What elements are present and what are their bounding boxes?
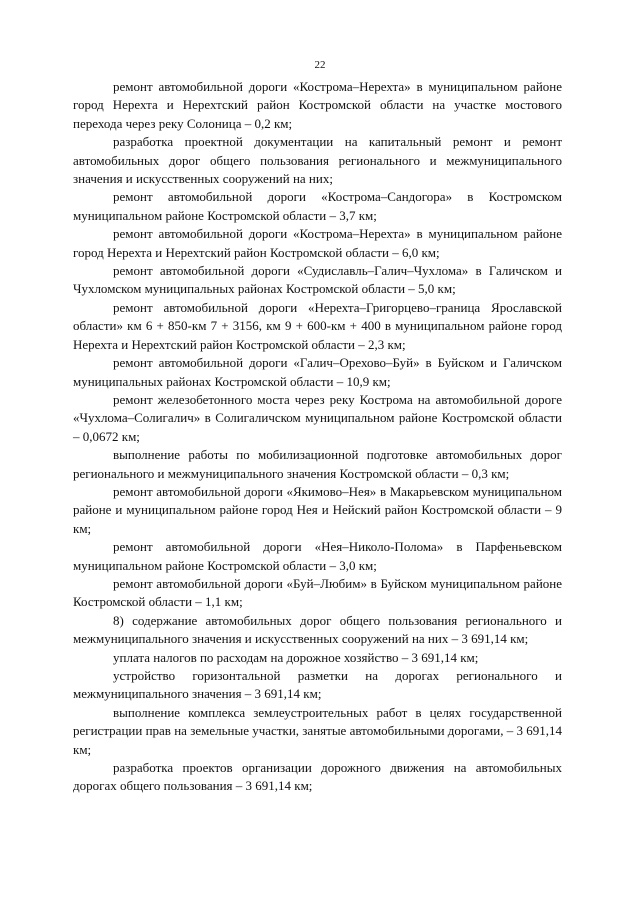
paragraph: 8) содержание автомобильных дорог общего пользования регионального и межмуниципального значения и искусственных сооружений на них – 3 691,14 км; — [73, 612, 562, 647]
paragraph: ремонт автомобильной дороги «Кострома–Сандогора» в Костромском муниципальном районе Костромской области – 3,7 км; — [73, 189, 562, 223]
paragraph: ремонт автомобильной дороги «Нерехта–Григорцево–граница Ярославской области» км 6 + 850-км 7 + 3156, км 9 + 600-км + 400 в муниципальном районе город Нерехта и Нерехтский район Костромской области – 2,3 км; — [73, 299, 562, 352]
paragraph: выполнение работы по мобилизационной подготовке автомобильных дорог регионального и межмуниципального значения Костромской области – 0,3 км; — [73, 447, 562, 481]
paragraph: ремонт автомобильной дороги «Буй–Любим» в Буйском муниципальном районе Костромской области – 1,1 км; — [73, 575, 562, 610]
page-number: 22 — [314, 59, 326, 71]
document-body — [73, 78, 562, 796]
paragraph: выполнение комплекса землеустроительных работ в целях государственной регистрации прав на земельные участки, занятые автомобильными дорогами, – 3 691,14 км; — [73, 704, 562, 757]
paragraph: ремонт автомобильной дороги «Нея–Николо-Полома» в Парфеньевском муниципальном районе Костромской области – 3,0 км; — [73, 539, 562, 573]
paragraph: устройство горизонтальной разметки на дорогах регионального и межмуниципального значения – 3 691,14 км; — [73, 668, 562, 702]
paragraph: разработка проектной документации на капитальный ремонт и ремонт автомобильных дорог общего пользования регионального и межмуниципального значения и искусственных сооружений на них; — [73, 134, 562, 187]
paragraph: ремонт автомобильной дороги «Галич–Орехово–Буй» в Буйском и Галичском муниципальных районах Костромской области – 10,9 км; — [73, 355, 562, 389]
paragraph: ремонт автомобильной дороги «Якимово–Нея» в Макарьевском муниципальном районе и муниципальном районе город Нея и Нейский район Костромской области – 9 км; — [73, 483, 562, 536]
paragraph: разработка проектов организации дорожного движения на автомобильных дорогах общего пользования – 3 691,14 км; — [73, 760, 562, 794]
paragraph: ремонт автомобильной дороги «Кострома–Нерехта» в муниципальном районе город Нерехта и Нерехтский район Костромской области на участке мостового перехода через реку Солоница – 0,2 км; — [73, 79, 562, 131]
paragraph: ремонт автомобильной дороги «Кострома–Нерехта» в муниципальном районе город Нерехта и Нерехтский район Костромской области – 6,0 км; — [73, 226, 562, 260]
paragraph: ремонт железобетонного моста через реку Кострома на автомобильной дороге «Чухлома–Солигалич» в Солигаличском муниципальном районе Костромской области – 0,0672 км; — [73, 391, 562, 444]
paragraph: ремонт автомобильной дороги «Судиславль–Галич–Чухлома» в Галичском и Чухломском муниципальных районах Костромской области – 5,0 км; — [73, 263, 562, 297]
paragraph: уплата налогов по расходам на дорожное хозяйство – 3 691,14 км; — [113, 649, 479, 665]
